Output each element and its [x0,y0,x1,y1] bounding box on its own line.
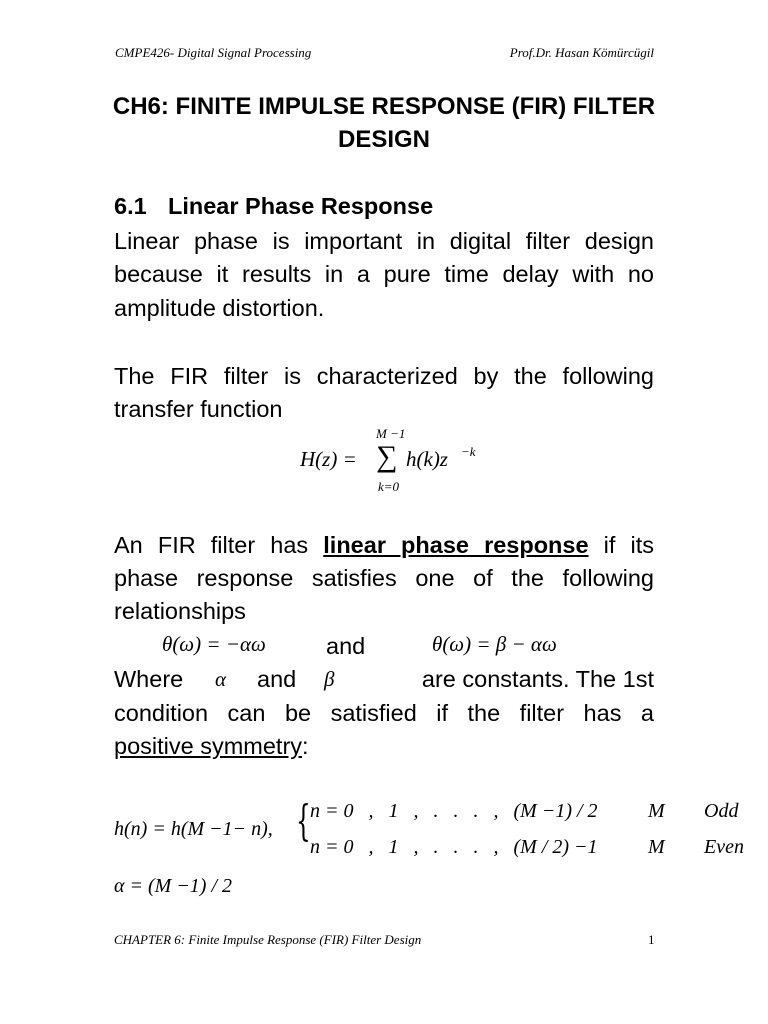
phase-eq-first: θ(ω) = −αω [162,632,266,656]
symmetry-lhs: h(n) = h(M −1− n), [114,818,273,840]
para3-pre: An FIR filter has [114,532,309,558]
para3-post: if its [603,532,654,558]
footer-page-number: 1 [648,932,655,947]
row1-condition: n = 0 , 1 , . . . , (M −1) / 2 [310,800,598,822]
chapter-title-line2: DESIGN [337,126,430,153]
para2-line2: transfer function [114,396,283,422]
para2-line1: The FIR filter is characterized by the following [114,363,654,389]
eq-lhs: H(z) = [300,447,357,471]
para3-line3: relationships [114,598,246,624]
para4-line3 [114,733,309,760]
para3-line1 [114,532,654,559]
header-instructor: Prof.Dr. Hasan Kömürcügil [509,45,654,60]
alpha-symbol: α [215,667,227,691]
row2-parity: Even [704,836,744,858]
eq-term: h(k)z [406,447,448,471]
brace-icon: { [296,796,311,845]
section-number: 6.1 [114,193,147,219]
footer-chapter: CHAPTER 6: Finite Impulse Response (FIR) Filter Design [114,932,422,947]
alpha-equation: α = (M −1) / 2 [114,875,233,897]
positive-symmetry-term: positive symmetry [114,733,303,759]
row2-condition: n = 0 , 1 , . . . , (M / 2) −1 [310,836,598,858]
para1-line3: amplitude distortion. [114,295,325,321]
para4-rest: are constants. The 1st [421,666,654,692]
beta-symbol: β [324,667,335,691]
section-heading [114,193,433,220]
row1-parity: Odd [704,800,739,822]
para1-line2: because it results in a pure time delay with no [114,261,654,287]
eq-lower-limit: k=0 [378,479,400,494]
transfer-function-equation [300,426,500,498]
para4-colon: : [302,733,309,759]
eq-upper-limit: M −1 [376,426,406,441]
para4-and: and [257,666,297,692]
header-course: CMPE426- Digital Signal Processing [115,45,312,60]
row2-m: M [648,836,665,858]
para4-line2: condition can be satisfied if the filter has a [114,700,654,726]
row1-m: M [648,800,665,822]
phase-eq-and: and [326,633,366,659]
symmetry-equation [114,796,754,870]
section-title: Linear Phase Response [168,193,434,219]
eq-exponent: −k [461,444,476,459]
chapter-title-line1: CH6: FINITE IMPULSE RESPONSE (FIR) FILTER [112,93,656,120]
para3-line2: phase response satisfies one of the following [114,565,654,591]
para1-line1: Linear phase is important in digital filter design [114,228,654,254]
sum-symbol: ∑ [376,440,398,473]
para4-where: Where [114,666,184,692]
linear-phase-term: linear phase response [323,532,589,558]
phase-eq-second: θ(ω) = β − αω [432,632,557,656]
